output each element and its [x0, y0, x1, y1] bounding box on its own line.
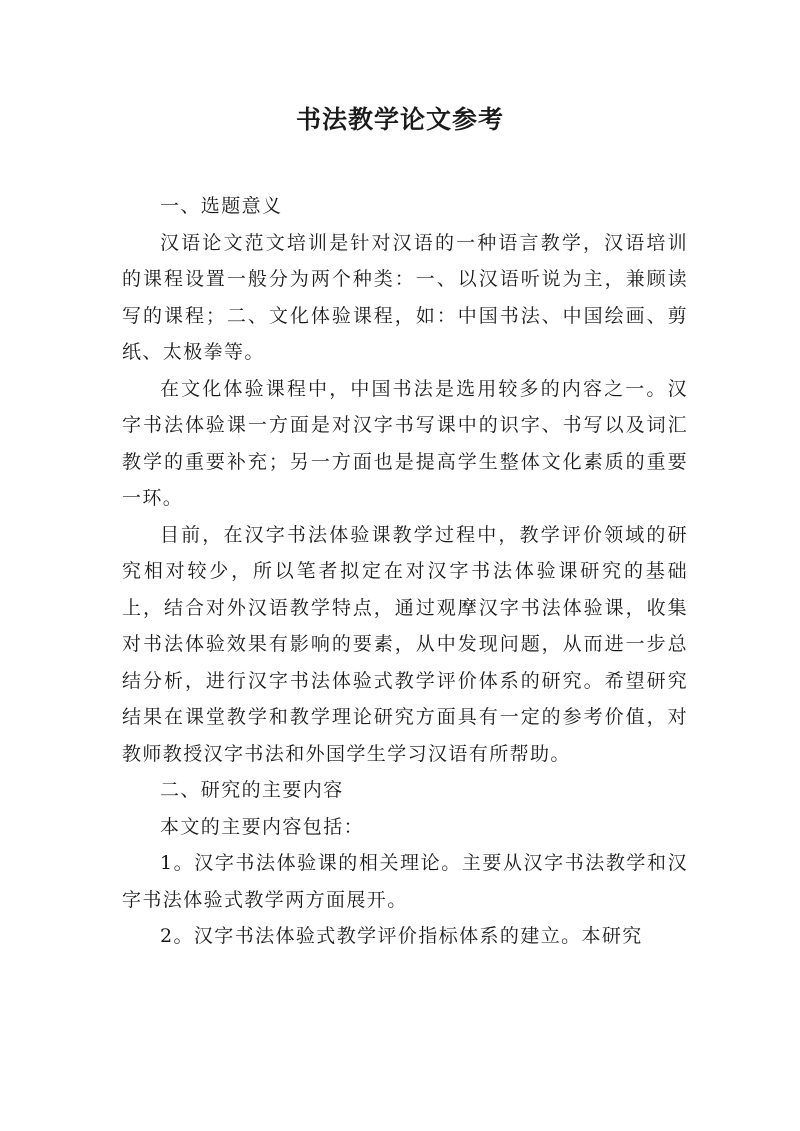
paragraph: 汉语论文范文培训是针对汉语的一种语言教学，汉语培训的课程设置一般分为两个种类：一、以汉语听说为主，兼顾读写的课程；二、文化体验课程，如：中国书法、中国绘画、剪纸、太极拳等。: [122, 231, 688, 363]
list-item: 1。汉字书法体验课的相关理论。主要从汉字书法教学和汉字书法体验式教学两方面展开。: [122, 852, 688, 911]
document-body: [122, 188, 688, 955]
list-item: 2。汉字书法体验式教学评价指标体系的建立。本研究: [160, 925, 643, 947]
paragraph: 在文化体验课程中，中国书法是选用较多的内容之一。汉字书法体验课一方面是对汉字书写课中的识字、书写以及词汇教学的重要补充；另一方面也是提高学生整体文化素质的重要一环。: [122, 377, 688, 509]
document-title: 书法教学论文参考: [295, 105, 504, 134]
section-heading-main-content: 二、研究的主要内容: [160, 779, 344, 801]
paragraph: 目前，在汉字书法体验课教学过程中，教学评价领域的研究相对较少，所以笔者拟定在对汉字书法体验课研究的基础上，结合对外汉语教学特点，通过观摩汉字书法体验课，收集对书法体验效果有影响的要素，从中发现问题，从而进一步总结分析，进行汉字书法体验式教学评价体系的研究。希望研究结果在课堂教学和教学理论研究方面具有一定的参考价值，对教师教授汉字书法和外国学生学习汉语有所帮助。: [122, 523, 688, 765]
paragraph: 本文的主要内容包括：: [160, 815, 365, 838]
section-heading-significance: 一、选题意义: [160, 195, 283, 217]
